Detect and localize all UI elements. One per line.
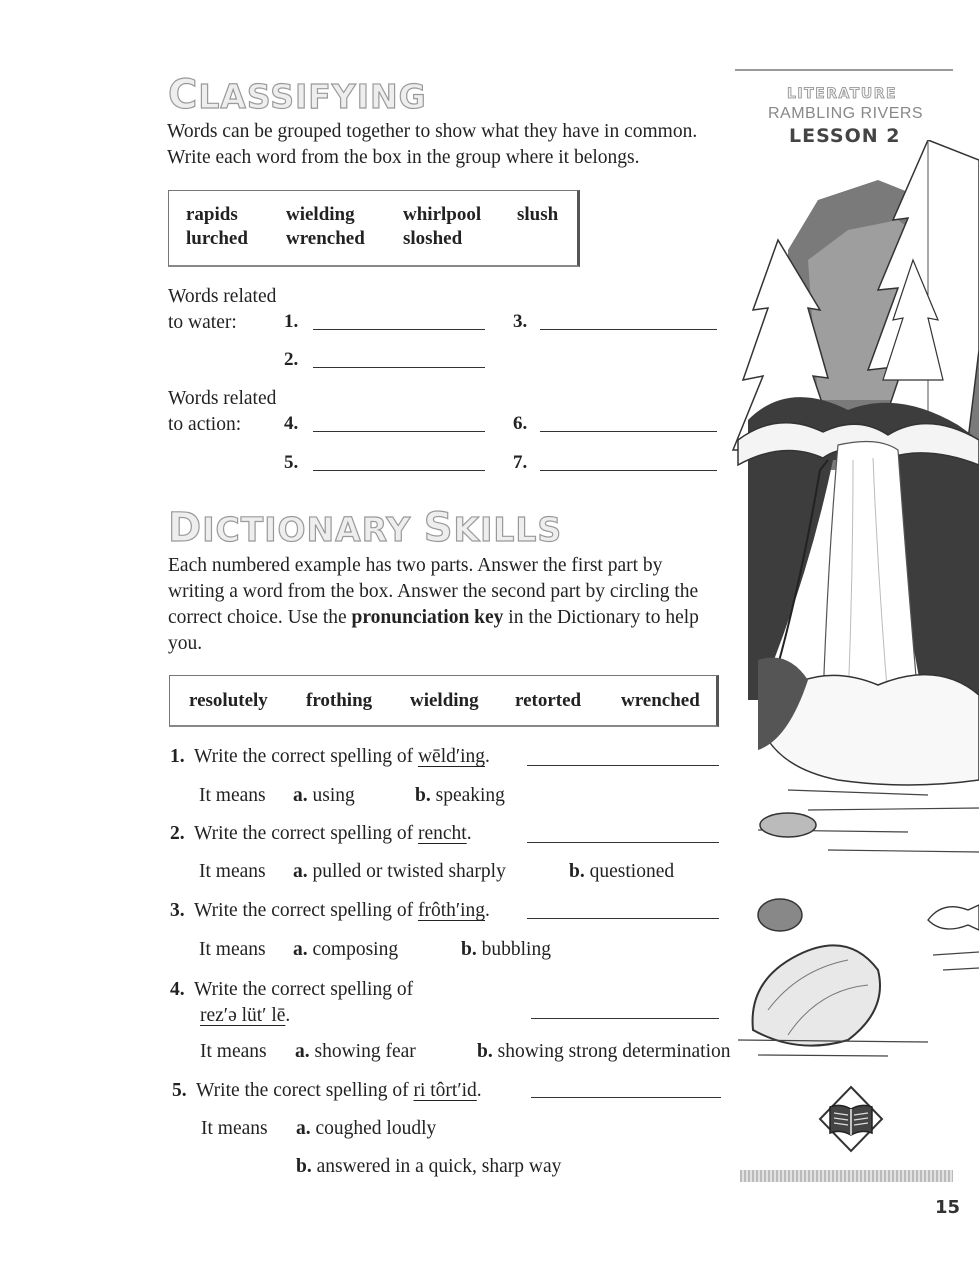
- answer-blank[interactable]: [531, 1018, 719, 1019]
- item-number: 5.: [284, 452, 299, 473]
- question-3: 3. Write the correct spelling of frôth′ing.: [170, 900, 490, 921]
- choice-b[interactable]: b. showing strong determination: [477, 1041, 731, 1062]
- box-word: whirlpool: [403, 204, 482, 225]
- dictionary-instructions: Each numbered example has two parts. Answer the first part by writing a word from the box. Answer the second part by circling the correct choice. Use the pronunciation key in the Dictionary to help you.: [168, 555, 699, 654]
- dictionary-title: DICTIONARY SKILLS: [168, 505, 563, 551]
- item-number: 2.: [284, 349, 299, 370]
- answer-blank[interactable]: [540, 431, 717, 432]
- choices-1: It means: [199, 785, 266, 806]
- answer-blank[interactable]: [527, 842, 719, 843]
- sidebar-unit: RAMBLING RIVERS: [768, 105, 924, 122]
- answer-blank[interactable]: [531, 1097, 721, 1098]
- box-word: wrenched: [621, 690, 700, 711]
- answer-blank[interactable]: [527, 918, 719, 919]
- question-4: 4. Write the correct spelling of rez′ə lüt′ lē.: [170, 979, 414, 1026]
- choices-3: It means: [199, 939, 266, 960]
- choice-b[interactable]: b. bubbling: [461, 939, 551, 960]
- item-number: 1.: [284, 311, 299, 332]
- group-label-water: Words related to water:: [168, 286, 277, 333]
- dictionary-word-box: [169, 675, 719, 727]
- answer-blank[interactable]: [313, 431, 485, 432]
- classifying-instructions: Words can be grouped together to show what they have in common. Write each word from the box in the group where it belongs.: [167, 121, 698, 168]
- item-number: 7.: [513, 452, 528, 473]
- classifying-word-box: [168, 190, 580, 267]
- box-word: rapids: [186, 204, 238, 225]
- pronunciation: frôth′ing: [417, 900, 486, 921]
- answer-blank[interactable]: [540, 470, 717, 471]
- bottom-rule: [740, 1170, 953, 1182]
- box-word: wielding: [286, 204, 355, 225]
- question-1: 1. Write the correct spelling of wēld′ing.: [170, 746, 490, 767]
- pronunciation: wēld′ing: [417, 746, 486, 767]
- choice-a[interactable]: a. using: [293, 785, 355, 806]
- box-word: retorted: [515, 690, 582, 711]
- choices-4: It means: [200, 1041, 267, 1062]
- sidebar-eyebrow: LITERATURE: [787, 86, 898, 102]
- choice-b[interactable]: b. speaking: [415, 785, 505, 806]
- answer-blank[interactable]: [313, 367, 485, 368]
- choice-b[interactable]: b. questioned: [569, 861, 675, 882]
- box-word: frothing: [306, 690, 373, 711]
- box-word: wielding: [410, 690, 479, 711]
- answer-blank[interactable]: [313, 470, 485, 471]
- book-icon: [818, 1085, 884, 1155]
- item-number: 4.: [284, 413, 299, 434]
- box-word: wrenched: [286, 228, 365, 249]
- item-number: 6.: [513, 413, 528, 434]
- answer-blank[interactable]: [313, 329, 485, 330]
- pronunciation: rencht: [417, 823, 467, 844]
- box-word: slush: [517, 204, 559, 225]
- page-number: 15: [935, 1197, 961, 1218]
- classifying-title: CLASSIFYING: [168, 72, 427, 118]
- pronunciation: rez′ə lüt′ lē: [200, 1005, 286, 1026]
- choices-2: It means: [199, 861, 266, 882]
- group-label-action: Words related to action:: [168, 388, 277, 435]
- answer-blank[interactable]: [540, 329, 717, 330]
- question-2: 2. Write the correct spelling of rencht.: [170, 823, 472, 844]
- sidebar-lesson: LESSON 2: [789, 125, 901, 147]
- choice-a[interactable]: a. coughed loudly: [296, 1118, 437, 1139]
- choice-a[interactable]: a. showing fear: [295, 1041, 416, 1062]
- box-word: sloshed: [403, 228, 463, 249]
- answer-blank[interactable]: [527, 765, 719, 766]
- box-word: resolutely: [189, 690, 268, 711]
- choice-b[interactable]: b. answered in a quick, sharp way: [296, 1156, 562, 1177]
- question-5: 5. Write the corect spelling of ri tôrt′id.: [172, 1080, 482, 1101]
- choices-5: It means: [201, 1118, 268, 1139]
- choice-a[interactable]: a. pulled or twisted sharply: [293, 861, 506, 882]
- choice-a[interactable]: a. composing: [293, 939, 399, 960]
- pronunciation: ri tôrt′id: [413, 1080, 477, 1101]
- item-number: 3.: [513, 311, 528, 332]
- box-word: lurched: [186, 228, 248, 249]
- waterfall-illustration: [728, 140, 979, 1080]
- sidebar-top-rule: [735, 69, 953, 71]
